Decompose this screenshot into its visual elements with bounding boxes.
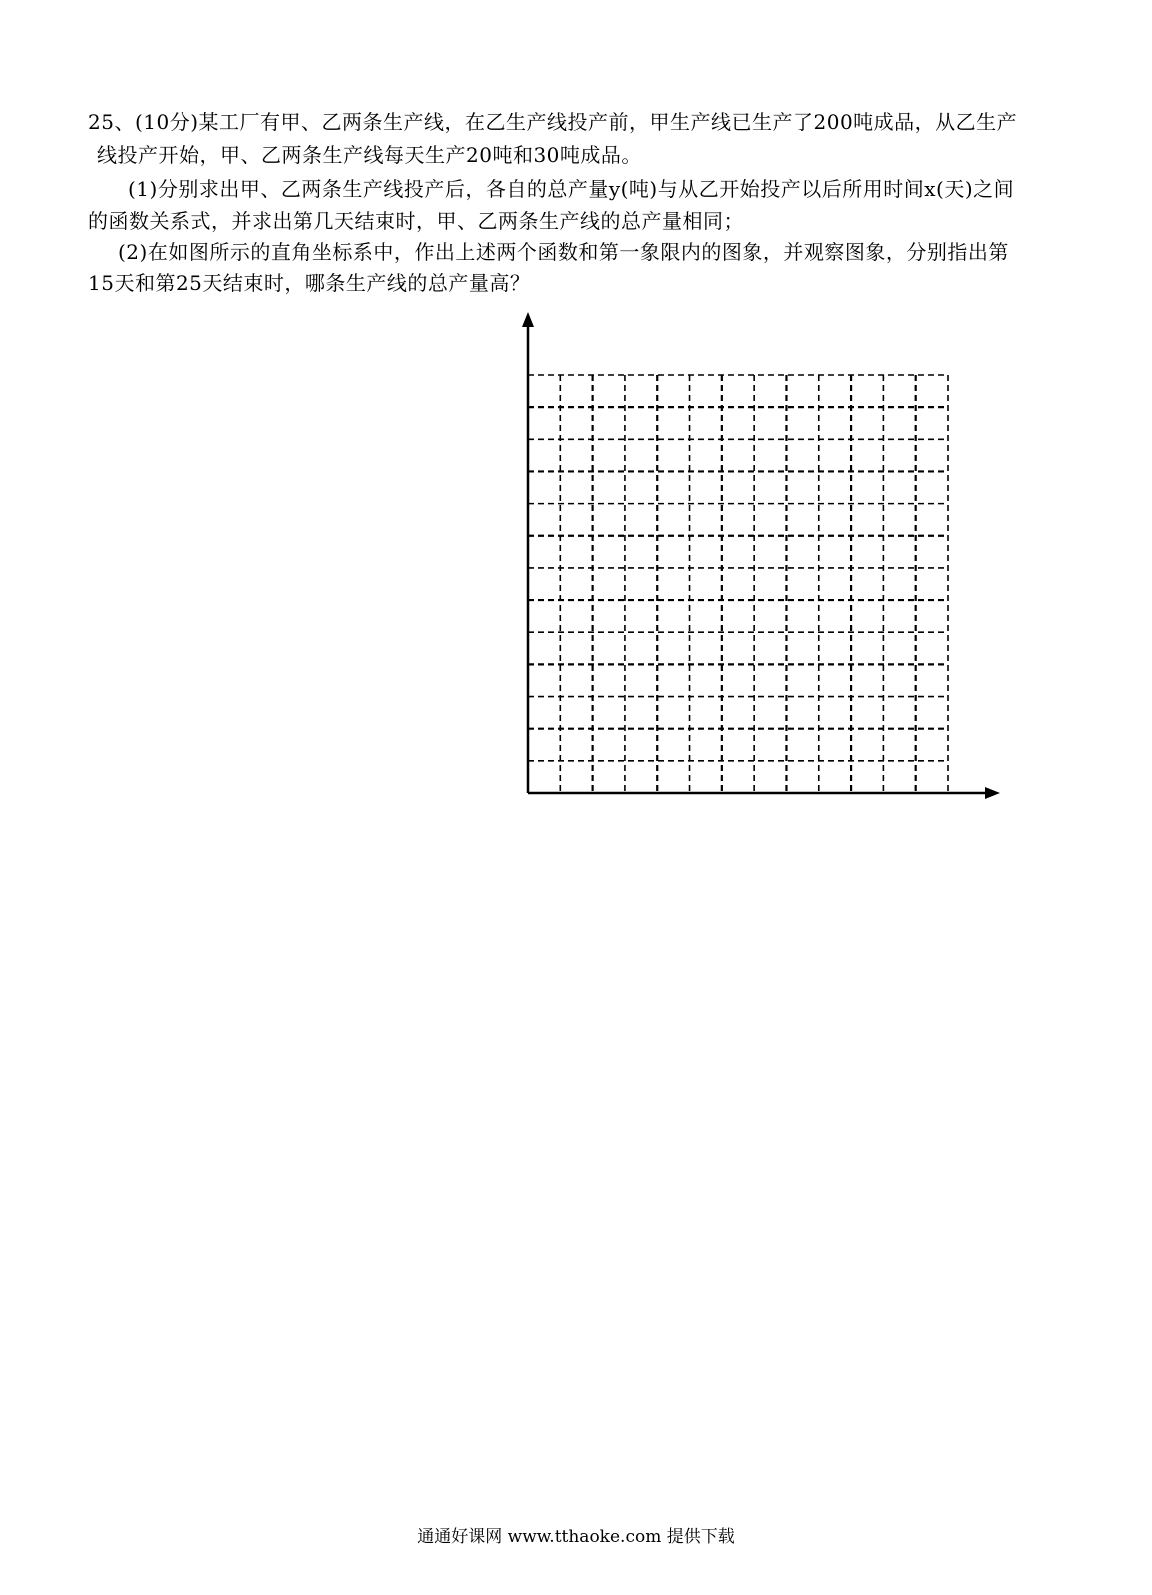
- part1-line-1: (1)分别求出甲、乙两条生产线投产后，各自的总产量y(吨)与从乙开始投产以后所用时间x(天)之间: [128, 177, 1015, 201]
- y-axis-arrow-icon: [522, 312, 534, 327]
- part1-line-2: 的函数关系式，并求出第几天结束时，甲、乙两条生产线的总产量相同；: [88, 209, 744, 233]
- part2-line-1: (2)在如图所示的直角坐标系中，作出上述两个函数和第一象限内的图象，并观察图象，分别指出第: [118, 240, 1009, 264]
- grid-lines: [528, 375, 948, 793]
- x-axis-arrow-icon: [985, 787, 1000, 799]
- footer-text: 通通好课网 www.tthaoke.com 提供下载: [417, 1527, 735, 1547]
- part2-line-2: 15天和第25天结束时，哪条生产线的总产量高？: [88, 271, 531, 295]
- question-line-1: 25、(10分)某工厂有甲、乙两条生产线，在乙生产线投产前，甲生产线已生产了200吨成品，从乙生产: [88, 110, 1018, 134]
- question-line-2: 线投产开始，甲、乙两条生产线每天生产20吨和30吨成品。: [97, 143, 642, 167]
